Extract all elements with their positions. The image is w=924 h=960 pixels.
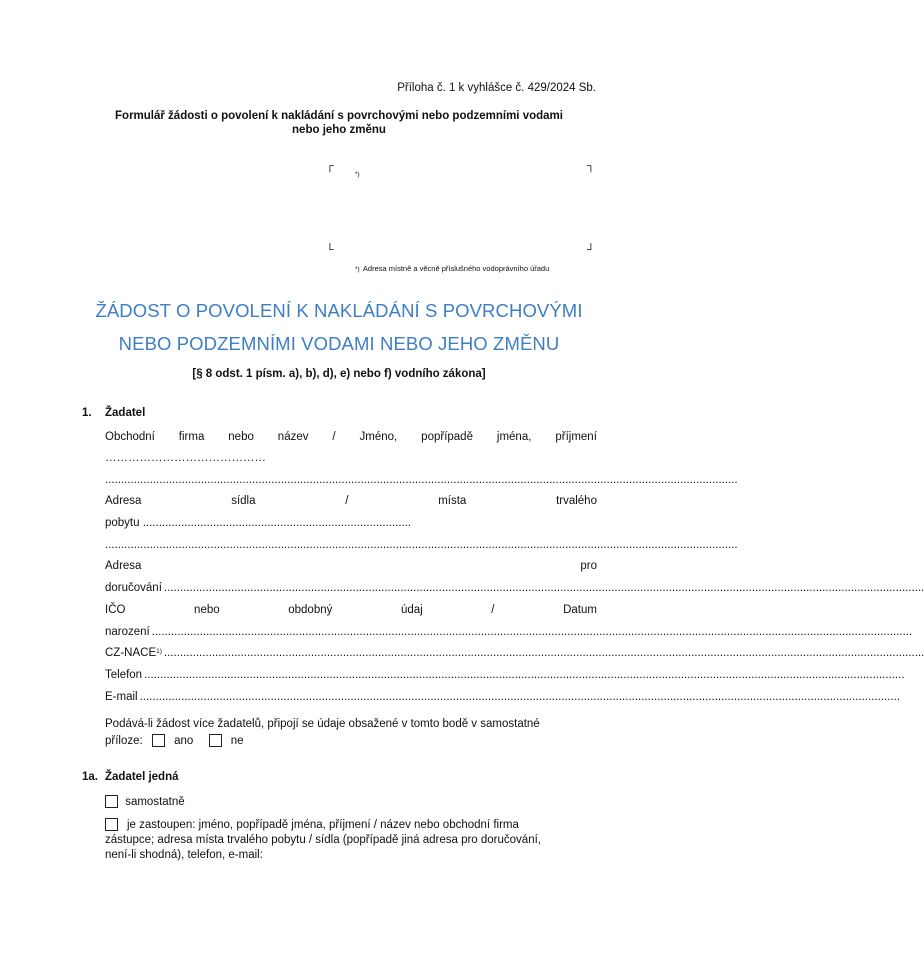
delivery-label-row bbox=[105, 558, 597, 574]
section1a-title: Žadatel jedná bbox=[105, 771, 179, 783]
ne-label: ne bbox=[230, 735, 244, 747]
address-corner-top-left: ┌ bbox=[326, 160, 334, 172]
phone-dots: .............................................................................................................................................................................................................................................. bbox=[144, 669, 905, 681]
phone-label: Telefon bbox=[105, 669, 143, 681]
main-title-line1: ŽÁDOST O POVOLENÍ K NAKLÁDÁNÍ S POVRCHOVÝMI bbox=[95, 300, 583, 321]
attachment-choice-row bbox=[105, 733, 244, 749]
address-corner-top-right: ┐ bbox=[587, 160, 595, 172]
ano-label: ano bbox=[174, 735, 194, 747]
ico-word: / bbox=[491, 604, 495, 616]
email-field[interactable] bbox=[105, 689, 901, 705]
firm-word: název bbox=[277, 431, 309, 443]
ne-checkbox[interactable] bbox=[209, 734, 222, 747]
form-title-line2: nebo jeho změnu bbox=[292, 124, 386, 136]
appendix-reference: Příloha č. 1 k vyhlášce č. 429/2024 Sb. bbox=[397, 82, 596, 94]
ico-label-row bbox=[105, 602, 597, 618]
firm-word: / bbox=[332, 431, 336, 443]
represented-line3: není-li shodná), telefon, e-mail: bbox=[105, 849, 263, 861]
delivery-label: doručování bbox=[105, 582, 162, 594]
delivery-word: Adresa bbox=[105, 560, 142, 572]
independent-checkbox[interactable] bbox=[105, 795, 118, 808]
cz-nace-label: CZ-NACE$^{1)}$ bbox=[105, 647, 162, 659]
law-reference: [§ 8 odst. 1 písm. a), b), d), e) nebo f) vodního zákona] bbox=[192, 368, 486, 380]
represented-line2: zástupce; adresa místa trvalého pobytu / sídla (popřípadě jiná adresa pro doručování, bbox=[105, 834, 541, 846]
ico-word: nebo bbox=[194, 604, 220, 616]
address-word: / bbox=[345, 495, 349, 507]
address-label-row bbox=[105, 493, 597, 509]
represented-checkbox[interactable] bbox=[105, 818, 118, 831]
address-word: Adresa bbox=[105, 495, 142, 507]
ico-word: IČO bbox=[105, 604, 126, 616]
address-footnote bbox=[355, 262, 549, 274]
section1-title: Žadatel bbox=[105, 407, 146, 419]
form-title bbox=[80, 109, 598, 137]
delivery-address-field[interactable] bbox=[105, 580, 924, 596]
address-word: sídla bbox=[231, 495, 256, 507]
firm-name-field[interactable]: …………………………………… bbox=[105, 452, 266, 464]
ano-checkbox[interactable] bbox=[152, 734, 165, 747]
firm-word: Jméno, bbox=[359, 431, 398, 443]
section1a-number: 1a. bbox=[82, 771, 98, 783]
firm-word: příjmení bbox=[555, 431, 597, 443]
address-corner-bottom-right: ┘ bbox=[587, 244, 595, 256]
email-label: E-mail bbox=[105, 691, 138, 703]
firm-word: popřípadě bbox=[421, 431, 473, 443]
delivery-word: pro bbox=[580, 560, 597, 572]
firm-word: Obchodní bbox=[105, 431, 155, 443]
attachment-label: příloze: bbox=[105, 735, 143, 747]
form-title-line1: Formulář žádosti o povolení k nakládání s povrchovými nebo podzemními vodami bbox=[115, 110, 563, 122]
represented-line1: je zastoupen: jméno, popřípadě jména, příjmení / název nebo obchodní firma bbox=[127, 819, 519, 831]
cz-nace-footnote-ref: 1) bbox=[156, 648, 162, 655]
firm-word: nebo bbox=[228, 431, 254, 443]
option-represented-checkbox-wrap bbox=[105, 818, 118, 831]
cz-nace-dots: .............................................................................................................................................................................................................................................. bbox=[163, 647, 924, 659]
option-independent bbox=[105, 794, 185, 810]
firm-name-label-row bbox=[105, 429, 597, 445]
address-footnote-text: Adresa místně a věcně příslušného vodoprávního úřadu bbox=[362, 264, 550, 273]
birth-label: narození bbox=[105, 626, 150, 638]
independent-label: samostatně bbox=[125, 796, 185, 808]
firm-word: firma bbox=[178, 431, 205, 443]
email-dots: .............................................................................................................................................................................................................................................. bbox=[139, 691, 901, 703]
address-corner-bottom-left: └ bbox=[326, 244, 334, 256]
firm-word: jména, bbox=[496, 431, 532, 443]
section1-number: 1. bbox=[82, 407, 92, 419]
address-word: místa bbox=[438, 495, 467, 507]
delivery-dots: .............................................................................................................................................................................................................................................. bbox=[163, 582, 924, 594]
address-footnote-mark: *) bbox=[355, 266, 360, 273]
cz-nace-field[interactable] bbox=[105, 645, 924, 661]
address-word: trvalého bbox=[556, 495, 597, 507]
multi-applicants-note: Podává-li žádost více žadatelů, připojí se údaje obsažené v tomto bodě v samostatné bbox=[105, 718, 540, 730]
address-box-mark: *) bbox=[355, 171, 360, 178]
ico-word: údaj bbox=[400, 604, 423, 616]
ico-word: obdobný bbox=[288, 604, 333, 616]
main-title-line2: NEBO PODZEMNÍMI VODAMI NEBO JEHO ZMĚNU bbox=[118, 333, 560, 354]
firm-name-field-line2[interactable]: ...................................................................................................................................................................................................... bbox=[105, 474, 738, 486]
birth-date-field[interactable] bbox=[105, 624, 913, 640]
ico-word: Datum bbox=[563, 604, 597, 616]
birth-dots: .............................................................................................................................................................................................................................................. bbox=[151, 626, 913, 638]
residence-address-field[interactable]: pobytu .................................................................................... bbox=[105, 517, 412, 529]
phone-field[interactable] bbox=[105, 667, 905, 683]
residence-address-field-line2[interactable]: ...................................................................................................................................................................................................... bbox=[105, 539, 738, 551]
